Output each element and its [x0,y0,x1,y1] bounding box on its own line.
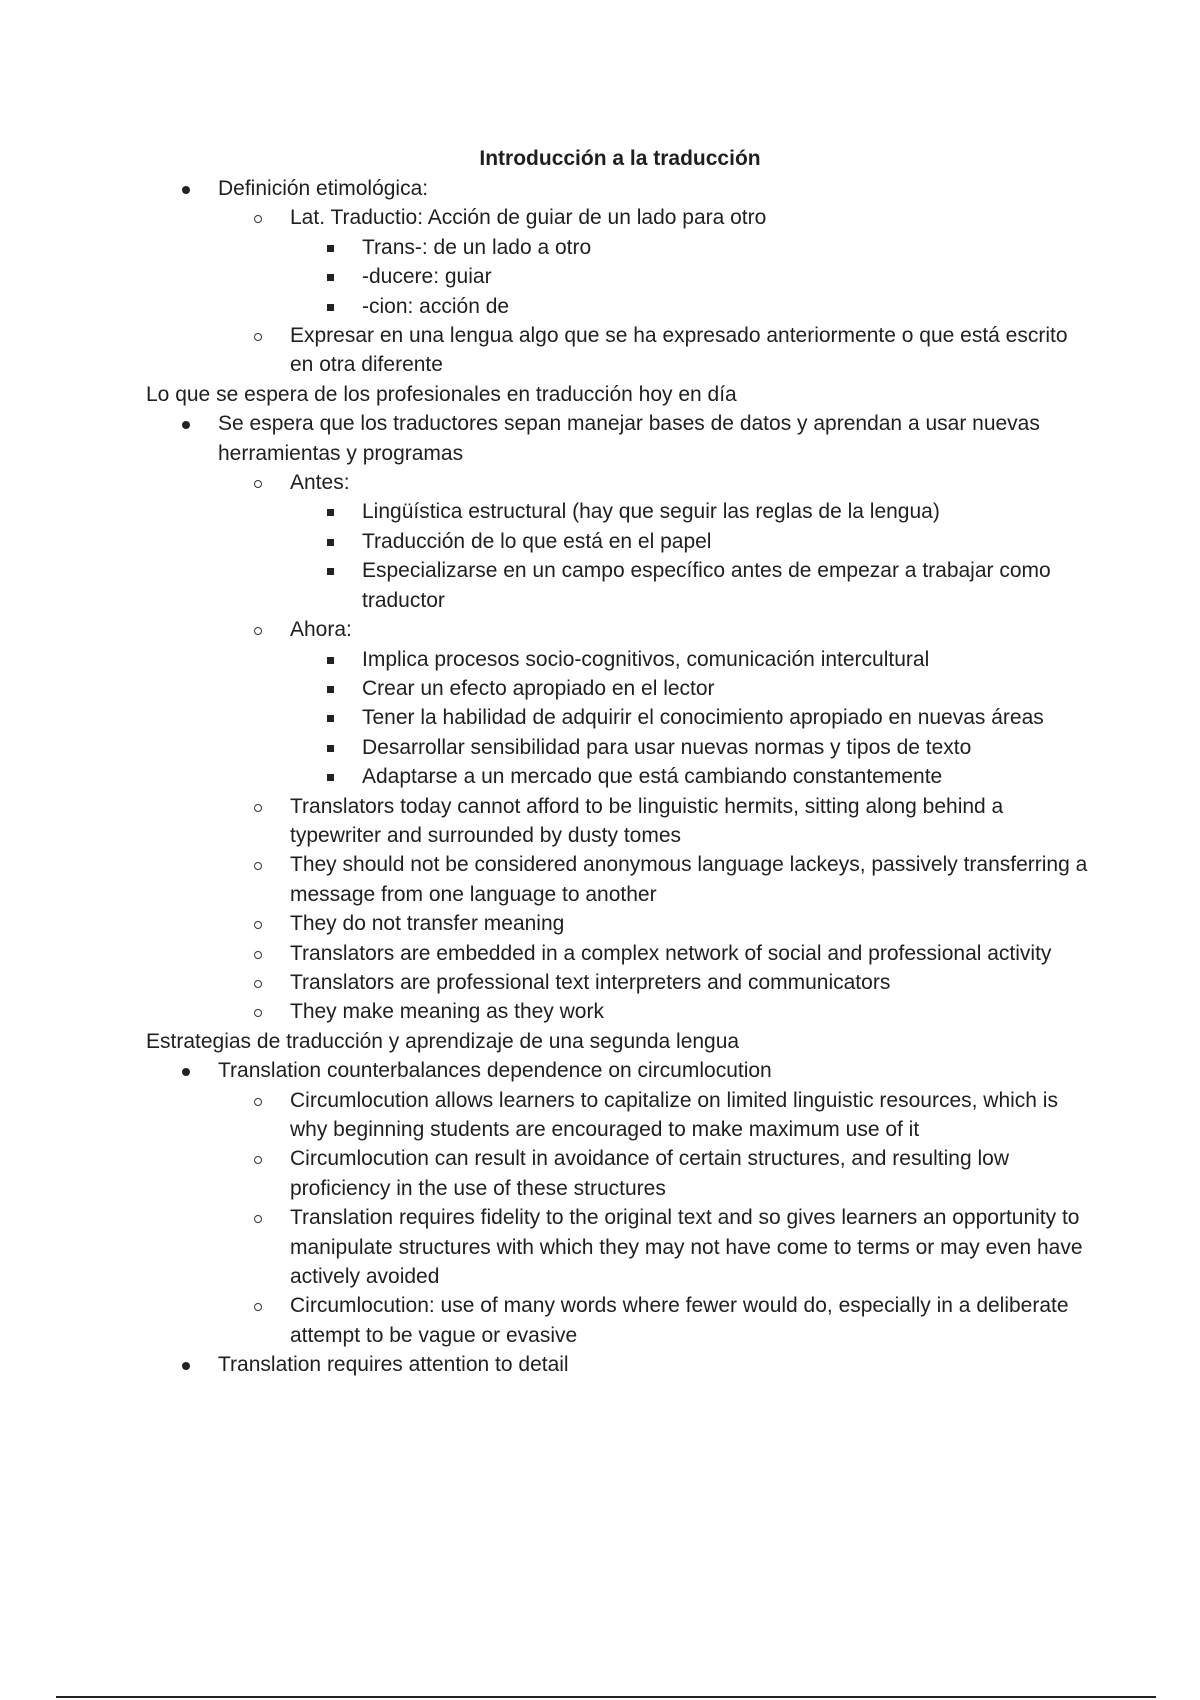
list-item [146,409,1096,1027]
list-item [290,292,1096,321]
list-item-text: Definición etimológica: [218,177,429,200]
square-bullet-icon [326,733,346,762]
filled-circle-bullet-icon [182,174,202,203]
section-heading: Estrategias de traducción y aprendizaje de una segunda lengua [146,1029,740,1053]
list-item [290,527,1096,556]
hollow-circle-bullet-icon [254,909,274,938]
hollow-circle-bullet-icon [254,1203,274,1232]
sublist [218,468,1096,1027]
list-item [290,703,1096,732]
section2-list [146,409,1096,1027]
list-item-text: Circumlocution allows learners to capitalize on limited linguistic resources, which is why beginning students are encouraged to make maximum use of it [290,1088,1058,1141]
list-item [290,645,1096,674]
list-item-text: Lingüística estructural (hay que seguir las reglas de la lengua) [362,500,940,524]
list-item-text: Antes: [290,471,350,495]
hollow-circle-bullet-icon [254,968,274,997]
sublist [290,497,1096,615]
list-item-text: They make meaning as they work [290,1000,604,1024]
list-item-text: Translation requires attention to detail [218,1353,569,1377]
list-item-text: Especializarse en un campo específico antes de empezar a trabajar como traductor [362,559,1051,612]
square-bullet-icon [326,233,346,262]
list-item [290,674,1096,703]
sublist [290,233,1096,321]
list-item-text: Adaptarse a un mercado que está cambiando constantemente [362,765,943,789]
page-title: Introducción a la traducción [479,147,761,170]
list-item [290,762,1096,791]
list-item-text: Lat. Traductio: Acción de guiar de un lado para otro [290,206,767,230]
list-item [290,497,1096,526]
hollow-circle-bullet-icon [254,203,274,232]
filled-circle-bullet-icon [182,409,202,438]
list-item-text: Traducción de lo que está en el papel [362,529,712,553]
list-item [218,939,1096,968]
list-item [146,174,1096,380]
list-item [290,262,1096,291]
list-item-text: Translation requires fidelity to the original text and so gives learners an opportunity to manipulate structures with which they may not have come to terms or may even have actively avoided [290,1206,1083,1289]
list-item [218,968,1096,997]
list-item-text: Translators are professional text interpreters and communicators [290,970,891,994]
list-item [146,1056,1096,1350]
list-item [218,468,1096,615]
square-bullet-icon [326,556,346,585]
list-item-text: They should not be considered anonymous language lackeys, passively transferring a message from one language to another [290,853,1088,906]
list-item-text: Circumlocution: use of many words where fewer would do, especially in a deliberate attempt to be vague or evasive [290,1294,1069,1347]
hollow-circle-bullet-icon [254,997,274,1026]
square-bullet-icon [326,497,346,526]
square-bullet-icon [326,703,346,732]
hollow-circle-bullet-icon [254,468,274,497]
list-item-text: Desarrollar sensibilidad para usar nuevas normas y tipos de texto [362,735,972,759]
list-item [218,615,1096,791]
list-item [218,909,1096,938]
list-item-text: Expresar en una lengua algo que se ha expresado anteriormente o que está escrito en otra diferente [290,324,1068,377]
list-item [218,1203,1096,1291]
section3-list [146,1056,1096,1379]
hollow-circle-bullet-icon [254,1144,274,1173]
hollow-circle-bullet-icon [254,1291,274,1320]
square-bullet-icon [326,262,346,291]
list-item [290,556,1096,615]
filled-circle-bullet-icon [182,1056,202,1085]
list-item [218,203,1096,321]
document-body [146,174,1096,1380]
list-item-text: -cion: acción de [362,294,510,318]
list-item-text: Se espera que los traductores sepan manejar bases de datos y aprendan a usar nuevas herramientas y programas [218,412,1040,465]
sublist [218,203,1096,379]
list-item [218,997,1096,1026]
list-item-text: Implica procesos socio-cognitivos, comunicación intercultural [362,647,930,671]
list-item [218,792,1096,851]
list-item-text: Translators are embedded in a complex network of social and professional activity [290,941,1052,965]
square-bullet-icon [326,292,346,321]
list-item [146,1350,1096,1379]
square-bullet-icon [326,674,346,703]
list-item-text: Circumlocution can result in avoidance of certain structures, and resulting low proficiency in the use of these structures [290,1147,1010,1200]
filled-circle-bullet-icon [182,1350,202,1379]
list-item [218,321,1096,380]
list-item-text: Crear un efecto apropiado en el lector [362,676,715,700]
list-item-text: Translators today cannot afford to be linguistic hermits, sitting along behind a typewriter and surrounded by dusty tomes [290,794,1004,847]
square-bullet-icon [326,762,346,791]
hollow-circle-bullet-icon [254,321,274,350]
sublist [290,645,1096,792]
square-bullet-icon [326,527,346,556]
square-bullet-icon [326,645,346,674]
sublist [218,1086,1096,1351]
list-item [290,233,1096,262]
list-item-text: Translation counterbalances dependence on circumlocution [218,1059,772,1083]
hollow-circle-bullet-icon [254,850,274,879]
hollow-circle-bullet-icon [254,615,274,644]
list-item [218,850,1096,909]
list-item-text: Tener la habilidad de adquirir el conocimiento apropiado en nuevas áreas [362,706,1044,730]
hollow-circle-bullet-icon [254,792,274,821]
list-item-text: Trans-: de un lado a otro [362,235,592,259]
list-item [218,1086,1096,1145]
list-item-text: Ahora: [290,618,352,642]
list-item [218,1291,1096,1350]
list-item [290,733,1096,762]
list-item-text: They do not transfer meaning [290,912,565,936]
section1-list [146,174,1096,380]
list-item-text: -ducere: guiar [362,265,492,289]
list-item [218,1144,1096,1203]
section-heading: Lo que se espera de los profesionales en traducción hoy en día [146,382,737,406]
hollow-circle-bullet-icon [254,939,274,968]
page-bottom-divider [56,1696,1156,1698]
hollow-circle-bullet-icon [254,1086,274,1115]
